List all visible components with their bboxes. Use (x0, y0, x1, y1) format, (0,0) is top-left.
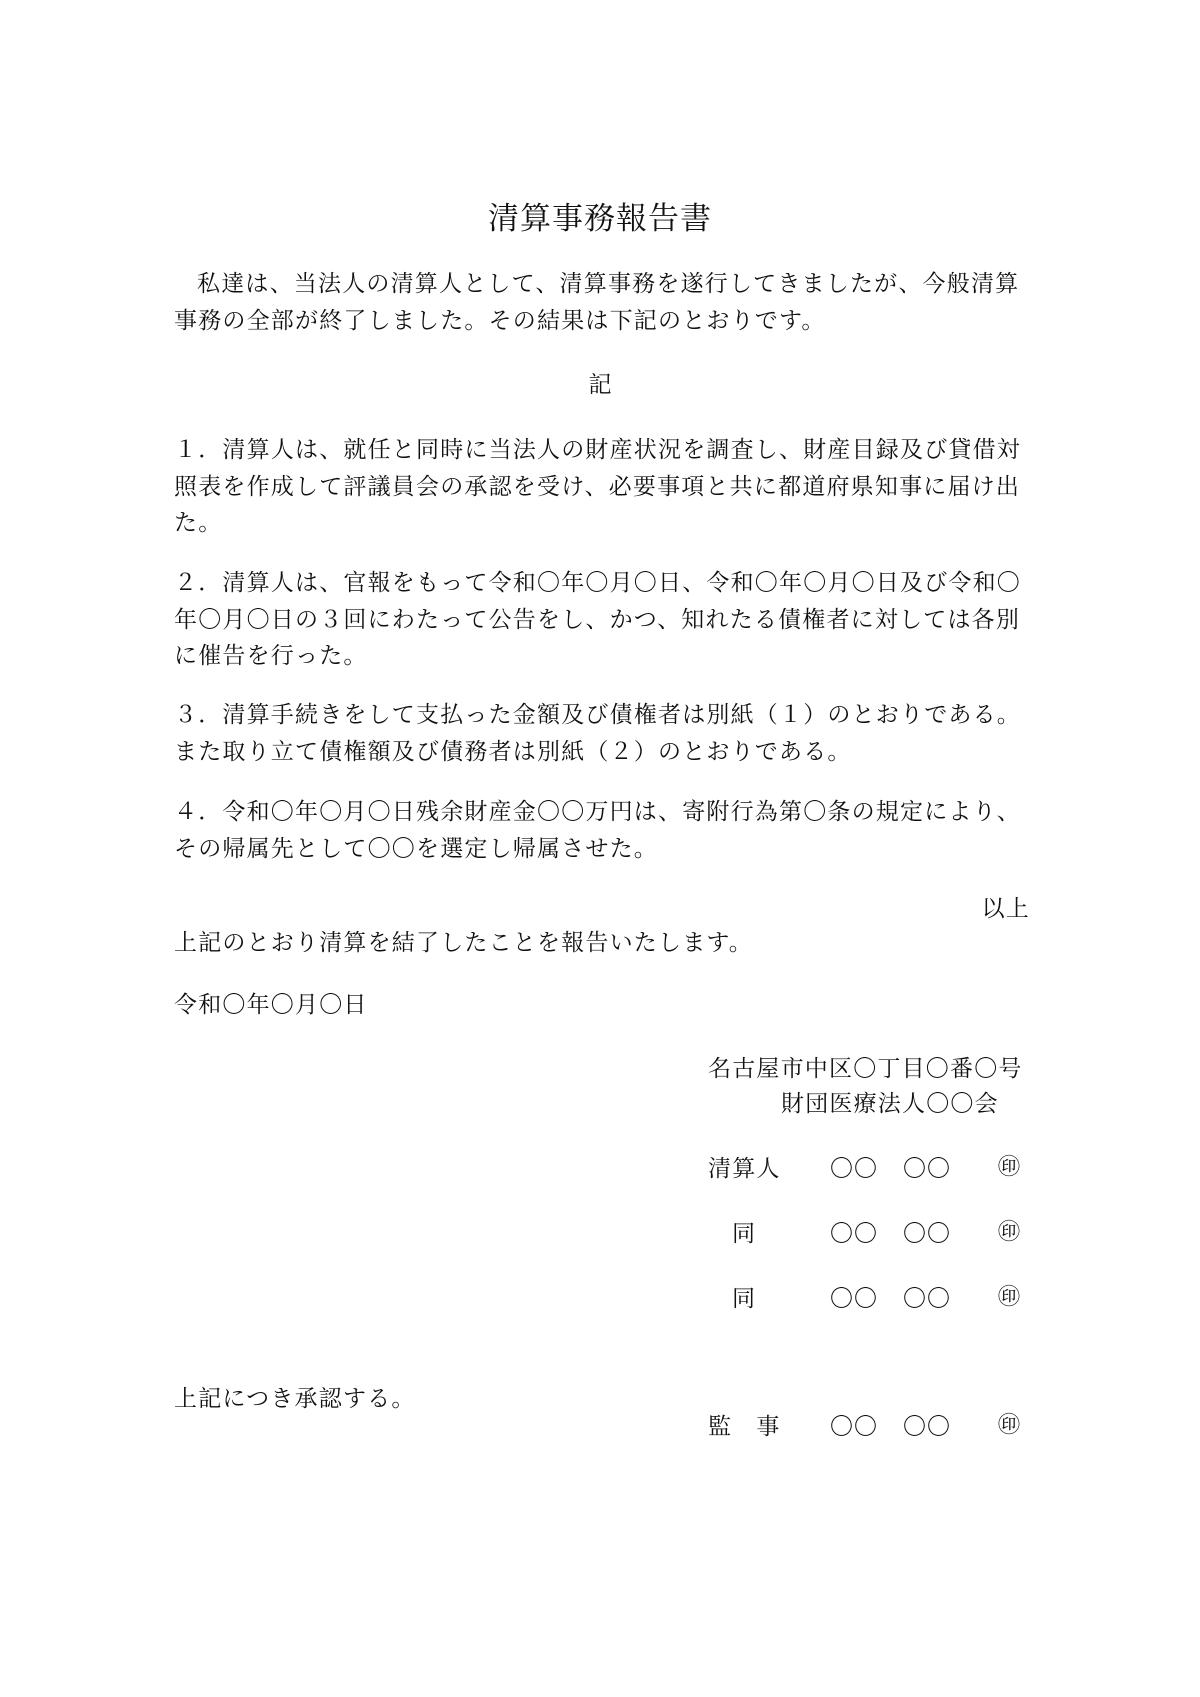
item-2: ２．清算人は、官報をもって令和〇年〇月〇日、令和〇年〇月〇日及び令和〇年〇月〇日の３回にわたって公告をし、かつ、知れたる債権者に対しては各別に催告を行った。 (174, 570, 1021, 669)
ijou-closing: 以上 (981, 896, 1030, 922)
intro-paragraph: 私達は、当法人の清算人として、清算事務を遂行してきましたが、今般清算事務の全部が終了しました。その結果は下記のとおりです。 (174, 271, 1020, 334)
seal-mark: ㊞ (998, 1220, 1021, 1245)
report-statement: 上記のとおり清算を結了したことを報告いたします。 (174, 930, 753, 956)
seal-mark: ㊞ (998, 1413, 1021, 1438)
signer-label: 同 (732, 1221, 757, 1247)
address: 名古屋市中区〇丁目〇番〇号 (708, 1056, 1023, 1082)
seal-mark: ㊞ (998, 1285, 1021, 1310)
approval-statement: 上記につき承認する。 (174, 1386, 416, 1412)
auditor-label: 監 事 (708, 1414, 781, 1440)
auditor-surname: 〇〇 (830, 1414, 878, 1440)
signer-given-name: 〇〇 (903, 1156, 951, 1182)
document-title: 清算事務報告書 (488, 201, 712, 237)
signer-surname: 〇〇 (830, 1221, 878, 1247)
signer-given-name: 〇〇 (903, 1286, 951, 1312)
signer-label: 清算人 (708, 1156, 781, 1182)
signer-given-name: 〇〇 (903, 1221, 951, 1247)
signer-surname: 〇〇 (830, 1156, 878, 1182)
report-date: 令和〇年〇月〇日 (174, 992, 368, 1018)
seal-mark: ㊞ (998, 1155, 1021, 1180)
auditor-given-name: 〇〇 (903, 1414, 951, 1440)
organization-name: 財団医療法人〇〇会 (781, 1091, 999, 1117)
signer-surname: 〇〇 (830, 1286, 878, 1312)
ki-heading: 記 (588, 372, 612, 398)
signer-label: 同 (732, 1286, 757, 1312)
item-4: ４．令和〇年〇月〇日残余財産金〇〇万円は、寄附行為第〇条の規定により、その帰属先として〇〇を選定し帰属させた。 (174, 799, 1021, 862)
item-1: １．清算人は、就任と同時に当法人の財産状況を調査し、財産目録及び貸借対照表を作成して評議員会の承認を受け、必要事項と共に都道府県知事に届け出た。 (174, 437, 1021, 536)
item-3: ３．清算手続きをして支払った金額及び債権者は別紙（１）のとおりである。また取り立て債権額及び債務者は別紙（２）のとおりである。 (174, 702, 1021, 765)
